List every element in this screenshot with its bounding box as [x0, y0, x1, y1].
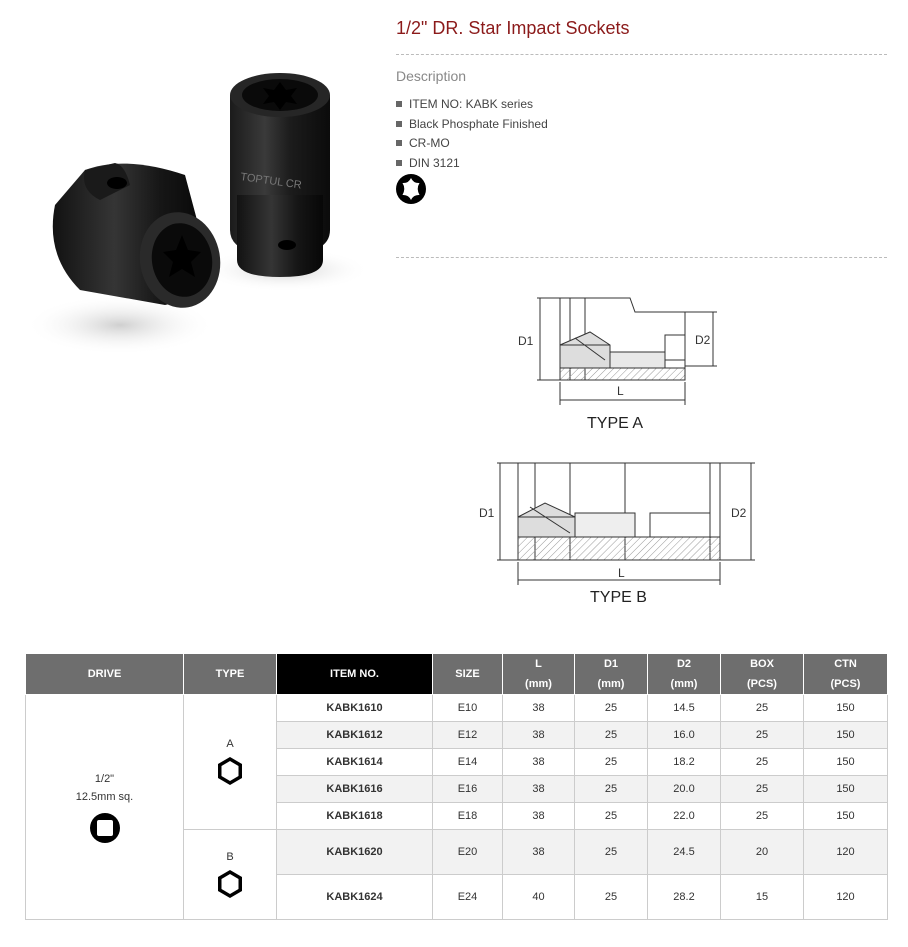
d1-value: 25: [575, 749, 648, 776]
d1-value: 25: [575, 830, 648, 875]
d2-value: 16.0: [648, 722, 721, 749]
ctn-value: 120: [804, 830, 888, 875]
torx-star-icon: [395, 173, 427, 205]
d1-value: 25: [575, 803, 648, 830]
size: E14: [433, 749, 503, 776]
header-d1-text: D1: [603, 658, 619, 670]
box-value: 25: [721, 695, 804, 722]
header-l-unit: (mm): [525, 678, 552, 690]
type-b-diagram: [475, 455, 775, 605]
size: E20: [433, 830, 503, 875]
type-a-label: TYPE A: [587, 415, 644, 432]
divider: [396, 257, 887, 258]
size: E16: [433, 776, 503, 803]
d1-value: 25: [575, 722, 648, 749]
header-l-text: L: [535, 658, 542, 670]
box-value: 25: [721, 722, 804, 749]
hex-icon: [215, 756, 245, 786]
description-item: Black Phosphate Finished: [396, 116, 548, 136]
header-d1-unit: (mm): [597, 678, 625, 690]
header-drive: DRIVE: [26, 654, 184, 695]
item-no: KABK1610: [277, 695, 433, 722]
drive-square-size: 12.5mm sq.: [75, 791, 134, 803]
type-a-text: A: [226, 738, 234, 750]
d2-value: 18.2: [648, 749, 721, 776]
size: E18: [433, 803, 503, 830]
d2-value: 14.5: [648, 695, 721, 722]
size: E12: [433, 722, 503, 749]
drive-cell: [26, 695, 184, 920]
l-value: 38: [503, 776, 575, 803]
item-no: KABK1620: [277, 830, 433, 875]
box-value: 15: [721, 875, 804, 920]
d2-value: 28.2: [648, 875, 721, 920]
type-b-text: B: [226, 850, 234, 863]
d1-value: 25: [575, 875, 648, 920]
item-no: KABK1624: [277, 875, 433, 920]
d1-value: 25: [575, 776, 648, 803]
header-box-text: BOX: [750, 658, 774, 670]
d1-value: 25: [575, 695, 648, 722]
header-d2: [648, 654, 721, 695]
type-a-diagram: [515, 290, 725, 435]
product-photo: [25, 55, 370, 360]
ctn-value: 150: [804, 695, 888, 722]
description-item: DIN 3121: [396, 155, 548, 175]
type-b-d2-label: D2: [731, 506, 747, 520]
type-a-d1-label: D1: [518, 334, 534, 348]
header-type: TYPE: [184, 654, 277, 695]
header-l: [503, 654, 575, 695]
header-box-unit: (PCS): [747, 678, 777, 690]
page-title: 1/2" DR. Star Impact Sockets: [396, 18, 630, 38]
item-no: KABK1618: [277, 803, 433, 830]
l-value: 38: [503, 695, 575, 722]
description-item: ITEM NO: KABK series: [396, 96, 548, 116]
description-list: [396, 96, 548, 174]
size: E10: [433, 695, 503, 722]
d2-value: 22.0: [648, 803, 721, 830]
hex-icon: [215, 869, 245, 899]
ctn-value: 150: [804, 722, 888, 749]
type-b-cell: [184, 830, 277, 920]
header-box: [721, 654, 804, 695]
box-value: 25: [721, 749, 804, 776]
drive-size: 1/2": [94, 773, 115, 785]
socket-engraving: TOPTUL CR: [239, 171, 303, 192]
header-d1: [575, 654, 648, 695]
spec-table: [25, 653, 888, 920]
ctn-value: 150: [804, 803, 888, 830]
table-row: [26, 695, 888, 722]
l-value: 38: [503, 830, 575, 875]
square-drive-icon: [89, 812, 121, 844]
l-value: 38: [503, 749, 575, 776]
l-value: 38: [503, 803, 575, 830]
item-no: KABK1614: [277, 749, 433, 776]
l-value: 40: [503, 875, 575, 920]
box-value: 25: [721, 776, 804, 803]
description-item: CR-MO: [396, 135, 548, 155]
header-ctn-unit: (PCS): [830, 678, 861, 690]
item-no: KABK1612: [277, 722, 433, 749]
ctn-value: 120: [804, 875, 888, 920]
description-heading: Description: [396, 68, 467, 84]
type-a-l-label: L: [617, 384, 624, 398]
d2-value: 20.0: [648, 776, 721, 803]
header-size: SIZE: [433, 654, 503, 695]
ctn-value: 150: [804, 749, 888, 776]
header-d2-unit: (mm): [670, 678, 698, 690]
type-b-label: TYPE B: [590, 589, 647, 605]
type-a-d2-label: D2: [695, 333, 711, 347]
type-b-l-label: L: [618, 566, 625, 580]
item-no: KABK1616: [277, 776, 433, 803]
divider: [396, 54, 887, 55]
header-ctn: [804, 654, 888, 695]
d2-value: 24.5: [648, 830, 721, 875]
ctn-value: 150: [804, 776, 888, 803]
l-value: 38: [503, 722, 575, 749]
type-a-cell: [184, 695, 277, 830]
table-header-row: [26, 654, 888, 695]
header-ctn-text: CTN: [834, 658, 857, 670]
header-item-no: ITEM NO.: [277, 654, 433, 695]
header-d2-text: D2: [676, 658, 692, 670]
size: E24: [433, 875, 503, 920]
type-b-d1-label: D1: [479, 506, 495, 520]
box-value: 25: [721, 803, 804, 830]
box-value: 20: [721, 830, 804, 875]
